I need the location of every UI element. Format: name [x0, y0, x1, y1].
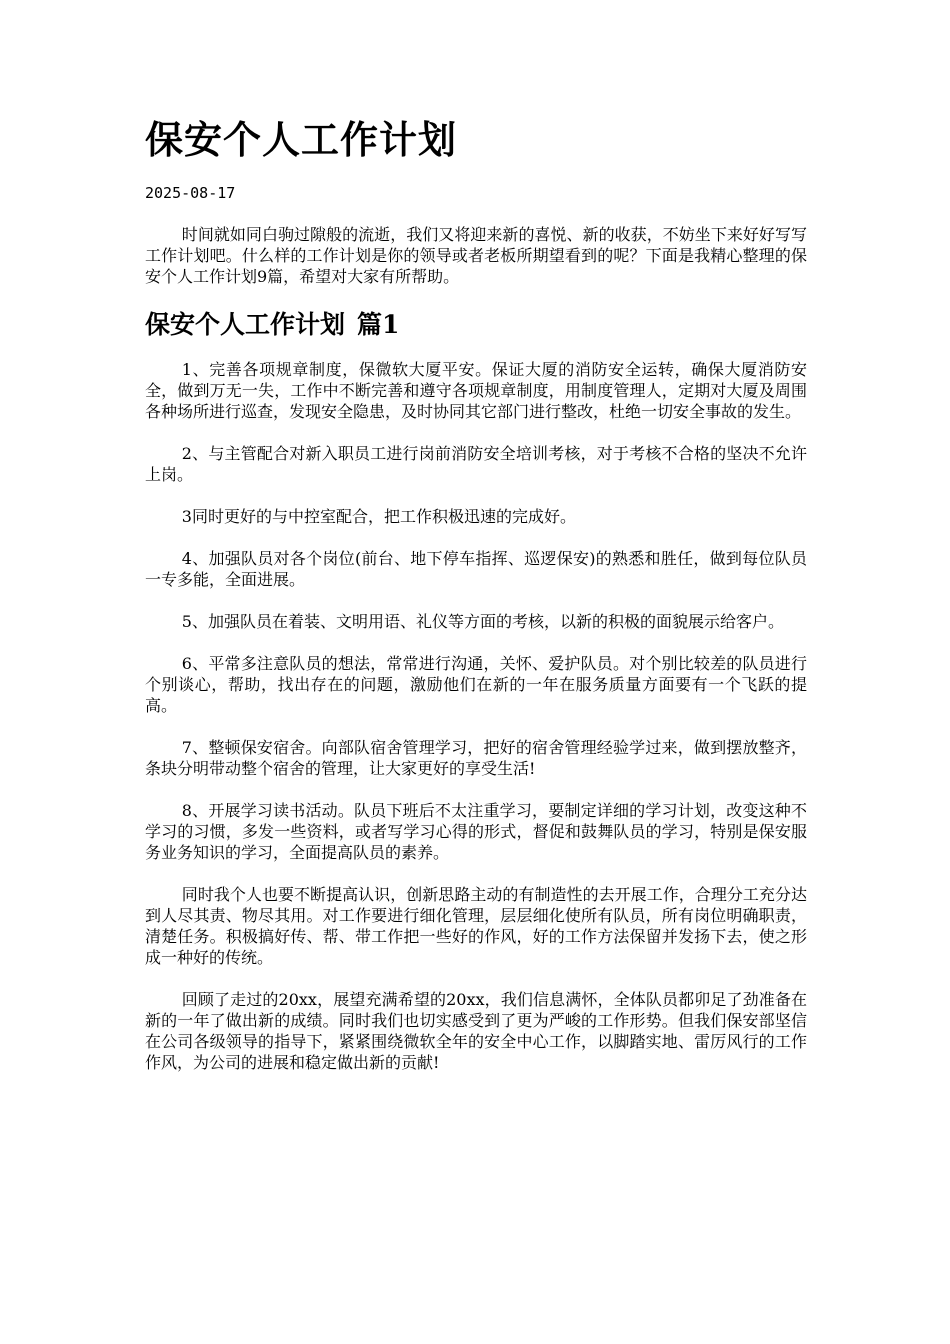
document-title: 保安个人工作计划: [145, 117, 458, 162]
intro-paragraph: 时间就如同白驹过隙般的流逝，我们又将迎来新的喜悦、新的收获，不妨坐下来好好写写工作计划吧。什么样的工作计划是你的领导或者老板所期望看到的呢？下面是我精心整理的保安个人工作计划9篇，希望对大家有所帮助。: [145, 225, 807, 286]
section-heading-text: 保安个人工作计划: [145, 310, 346, 339]
section-heading: [145, 308, 807, 342]
body-paragraph: 4、加强队员对各个岗位(前台、地下停车指挥、巡逻保安)的熟悉和胜任，做到每位队员一专多能，全面进展。: [145, 549, 807, 589]
section-heading-number: 篇1: [357, 310, 400, 339]
publish-date: 2025-08-17: [145, 184, 236, 202]
body-paragraph: 8、开展学习读书活动。队员下班后不太注重学习，要制定详细的学习计划，改变这种不学习的习惯，多发一些资料，或者写学习心得的形式，督促和鼓舞队员的学习，特别是保安服务业务知识的学习，全面提高队员的素养。: [145, 801, 807, 862]
body-paragraph: 3同时更好的与中控室配合，把工作积极迅速的完成好。: [181, 507, 576, 526]
body-paragraph: 7、整顿保安宿舍。向部队宿舍管理学习，把好的宿舍管理经验学过来，做到摆放整齐，条块分明带动整个宿舍的管理，让大家更好的享受生活!: [145, 738, 807, 778]
body-paragraph: 同时我个人也要不断提高认识，创新思路主动的有制造性的去开展工作，合理分工充分达到人尽其责、物尽其用。对工作要进行细化管理，层层细化使所有队员，所有岗位明确职责，清楚任务。积极搞好传、帮、带工作把一些好的作风，好的工作方法保留并发扬下去，使之形成一种好的传统。: [145, 885, 807, 967]
body-paragraph: 1、完善各项规章制度，保微软大厦平安。保证大厦的消防安全运转，确保大厦消防安全，做到万无一失，工作中不断完善和遵守各项规章制度，用制度管理人，定期对大厦及周围各种场所进行巡查，发现安全隐患，及时协同其它部门进行整改，杜绝一切安全事故的发生。: [145, 360, 807, 421]
document-page: [145, 112, 807, 1094]
body-paragraph: 回顾了走过的20xx，展望充满希望的20xx，我们信息满怀，全体队员都卯足了劲准备在新的一年了做出新的成绩。同时我们也切实感受到了更为严峻的工作形势。但我们保安部坚信在公司各级领导的指导下，紧紧围绕微软全年的安全中心工作，以脚踏实地、雷厉风行的工作作风，为公司的进展和稳定做出新的贡献!: [145, 990, 807, 1072]
body-paragraph: 5、加强队员在着装、文明用语、礼仪等方面的考核，以新的积极的面貌展示给客户。: [181, 612, 784, 631]
body-paragraph: 2、与主管配合对新入职员工进行岗前消防安全培训考核，对于考核不合格的坚决不允许上岗。: [145, 444, 807, 484]
body-paragraph: 6、平常多注意队员的想法，常常进行沟通，关怀、爱护队员。对个别比较差的队员进行个别谈心，帮助，找出存在的问题，激励他们在新的一年在服务质量方面要有一个飞跃的提高。: [145, 654, 807, 715]
